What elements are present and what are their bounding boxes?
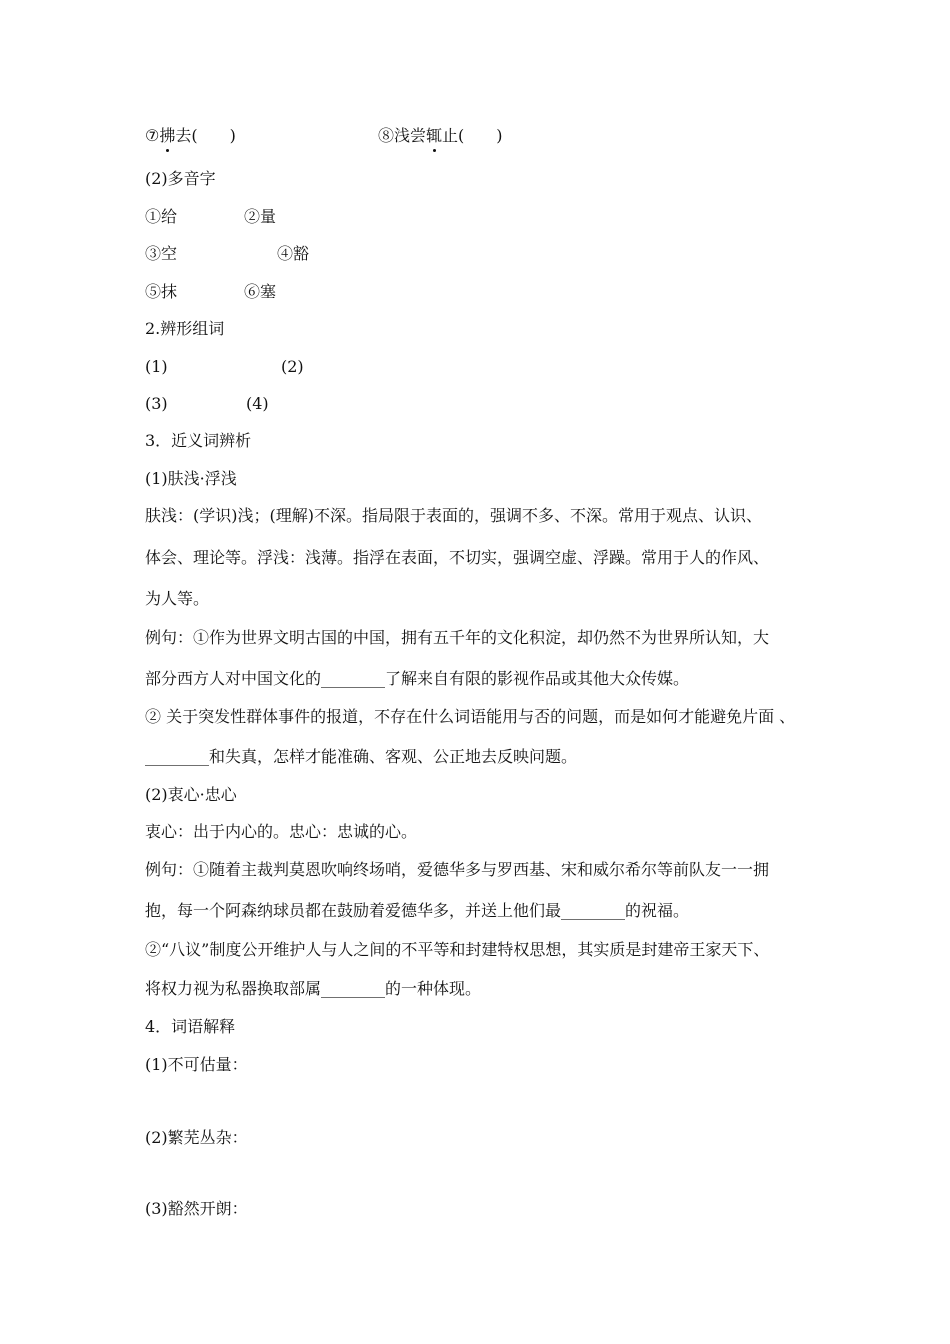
polyphonic-row (145, 207, 277, 227)
example-line: 例句：①作为世界文明古国的中国，拥有五千年的文化积淀，却仍然不为世界所认知，大 (145, 628, 770, 647)
example-line: 抱，每一个阿森纳球员都在鼓励着爱德华多，并送上他们最________的祝福。 (145, 901, 690, 920)
polyphonic-heading: (2)多音字 (145, 169, 216, 188)
example-line: ②“八议”制度公开维护人与人之间的不平等和封建特权思想，其实质是封建帝王家天下、 (145, 940, 770, 959)
example-line: ② 关于突发性群体事件的报道，不存在什么词语能用与否的问题，而是如何才能避免片面 、 (145, 707, 796, 726)
polyphonic-item: ③空 (145, 244, 178, 263)
shape-row (145, 357, 304, 377)
polyphonic-item: ②量 (244, 207, 277, 226)
definition-line: 衷心：出于内心的。忠心：忠诚的心。 (145, 822, 418, 841)
explain-item: (1)不可估量： (145, 1055, 248, 1074)
polyphonic-item: ⑥塞 (244, 282, 277, 301)
definition-line: 肤浅：(学识)浅；(理解)不深。指局限于表面的，强调不多、不深。常用于观点、认识、 (145, 506, 762, 525)
example-line: 部分西方人对中国文化的________了解来自有限的影视作品或其他大众传媒。 (145, 669, 690, 688)
item-7 (145, 126, 236, 146)
emphasized-char: 拂 (159, 126, 176, 145)
shape-item: (1) (145, 357, 168, 376)
polyphonic-row (145, 282, 277, 302)
polyphonic-row (145, 244, 310, 264)
item-7-prefix: ⑦ (145, 126, 160, 145)
item-8-suffix: 止( ) (442, 126, 503, 145)
shape-item: (4) (246, 394, 269, 413)
item-8-prefix: ⑧浅尝 (378, 126, 427, 145)
shape-item: (3) (145, 394, 168, 413)
shape-item: (2) (281, 357, 304, 376)
polyphonic-item: ⑤抹 (145, 282, 178, 301)
explain-heading: 4．词语解释 (145, 1017, 236, 1036)
explain-item: (3)豁然开朗： (145, 1199, 248, 1218)
definition-line: 为人等。 (145, 589, 210, 608)
definition-line: 体会、理论等。浮浅：浅薄。指浮在表面，不切实，强调空虚、浮躁。常用于人的作风、 (145, 548, 770, 567)
example-line: 例句：①随着主裁判莫恩吹响终场哨，爱德华多与罗西基、宋和威尔希尔等前队友一一拥 (145, 860, 770, 879)
explain-item: (2)繁芜丛杂： (145, 1128, 248, 1147)
polyphonic-item: ④豁 (277, 244, 310, 263)
synonym-pair-1-title: (1)肤浅·浮浅 (145, 469, 237, 488)
shape-row (145, 394, 269, 414)
item-7-suffix: 去( ) (175, 126, 236, 145)
emphasized-char: 辄 (426, 126, 443, 145)
example-line: ________和失真，怎样才能准确、客观、公正地去反映问题。 (145, 747, 578, 766)
item-8 (378, 126, 503, 146)
synonym-heading: 3．近义词辨析 (145, 431, 252, 450)
shape-heading: 2.辨形组词 (145, 319, 225, 338)
polyphonic-item: ①给 (145, 207, 178, 226)
example-line: 将权力视为私器换取部属________的一种体现。 (145, 979, 482, 998)
synonym-pair-2-title: (2)衷心·忠心 (145, 785, 237, 804)
